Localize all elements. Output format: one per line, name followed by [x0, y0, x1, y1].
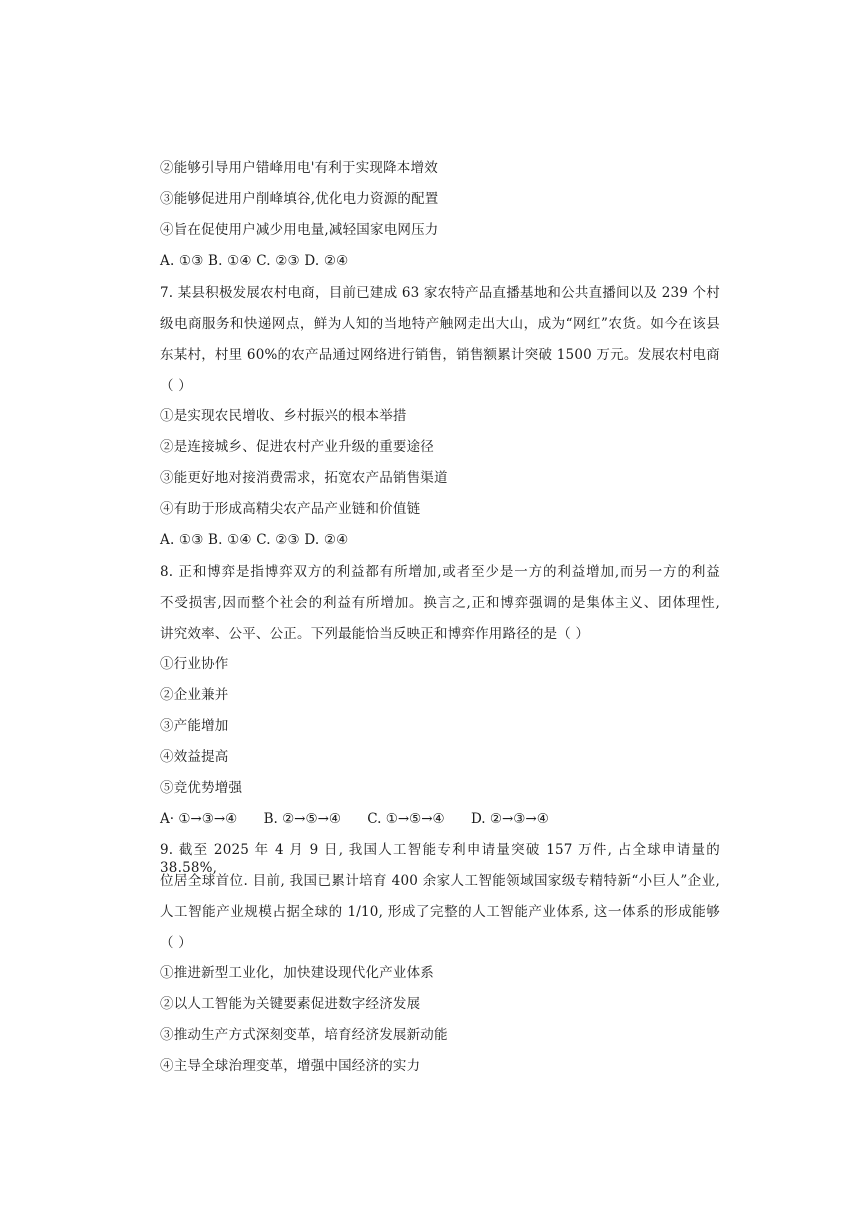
q8-option-item-4: ④效益提高 — [160, 749, 229, 765]
q7-stem-line-3: 东某村，村里 60%的农产品通过网络进行销售，销售额累计突破 1500 万元。发展农村电商 — [160, 347, 720, 363]
q9-stem-line-2: 位居全球首位. 目前, 我国已累计培育 400 余家人工智能领域国家级专精特新“小巨人”企业, — [160, 873, 720, 889]
q7-option-item-3: ③能更好地对接消费需求，拓宽农产品销售渠道 — [160, 470, 448, 486]
q6-option-item-3: ③能够促进用户削峰填谷,优化电力资源的配置 — [160, 191, 439, 207]
q8-stem-line-3: 讲究效率、公平、公正。下列最能恰当反映正和博弈作用路径的是（ ） — [160, 626, 590, 642]
q6-option-item-4: ④旨在促使用户减少用电量,减轻国家电网压力 — [160, 222, 439, 238]
q9-option-item-4: ④主导全球治理变革，增强中国经济的实力 — [160, 1058, 421, 1074]
q7-answer-blank: （ ） — [160, 378, 192, 394]
q8-stem-line-1: 8. 正和博弈是指博弈双方的利益都有所增加,或者至少是一方的利益增加,而另一方的利益 — [160, 564, 720, 580]
q9-option-item-3: ③推动生产方式深刻变革，培育经济发展新动能 — [160, 1027, 448, 1043]
q6-answer-choices: A. ①③ B. ①④ C. ②③ D. ②④ — [160, 253, 349, 269]
q9-answer-blank: （ ） — [160, 935, 192, 951]
q7-option-item-4: ④有助于形成高精尖农产品产业链和价值链 — [160, 501, 421, 517]
q7-answer-choices: A. ①③ B. ①④ C. ②③ D. ②④ — [160, 532, 349, 548]
q8-option-item-2: ②企业兼并 — [160, 687, 229, 703]
q8-choice-a: A· ①→③→④ — [160, 811, 238, 827]
q9-option-item-2: ②以人工智能为关键要素促进数字经济发展 — [160, 996, 421, 1012]
q9-option-item-1: ①推进新型工业化，加快建设现代化产业体系 — [160, 965, 434, 981]
q8-answer-choices — [160, 810, 549, 828]
q8-choice-d: D. ②→③→④ — [470, 811, 549, 827]
q6-option-item-2: ②能够引导用户错峰用电'有利于实现降本增效 — [160, 160, 438, 176]
q7-option-item-2: ②是连接城乡、促进农村产业升级的重要途径 — [160, 439, 434, 455]
q9-stem-line-1: 9. 截至 2025 年 4 月 9 日, 我国人工智能专利申请量突破 157 万件, 占全球申请量的 38.58%, — [160, 842, 720, 876]
q7-stem-line-2: 级电商服务和快递网点，鲜为人知的当地特产触网走出大山，成为“网红”农货。如今在该县 — [160, 316, 720, 332]
q8-choice-b: B. ②→⑤→④ — [263, 811, 341, 827]
q7-stem-line-1: 7. 某县积极发展农村电商，目前已建成 63 家农特产品直播基地和公共直播间以及 239 个村 — [160, 285, 720, 301]
q7-option-item-1: ①是实现农民增收、乡村振兴的根本举措 — [160, 408, 407, 424]
q8-choice-c: C. ①→⑤→④ — [367, 811, 445, 827]
q8-option-item-3: ③产能增加 — [160, 718, 229, 734]
q8-stem-line-2: 不受损害,因而整个社会的利益有所增加。换言之,正和博弈强调的是集体主义、团体理性, — [160, 595, 720, 611]
q8-option-item-1: ①行业协作 — [160, 656, 229, 672]
q8-option-item-5: ⑤竞优势增强 — [160, 780, 243, 796]
q9-stem-line-3: 人工智能产业规模占据全球的 1/10, 形成了完整的人工智能产业体系, 这一体系的形成能够 — [160, 904, 720, 920]
